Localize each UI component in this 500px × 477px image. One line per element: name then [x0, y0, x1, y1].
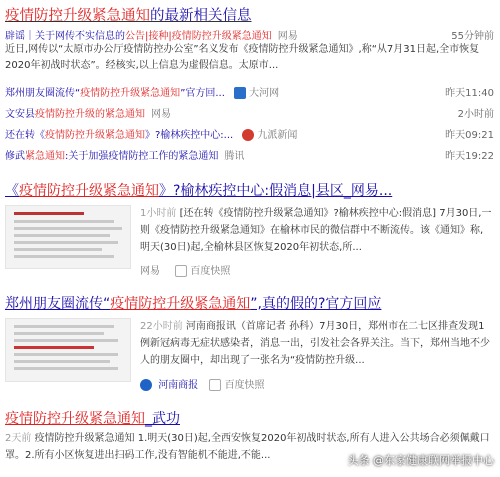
- news-title-text: 》?榆林疾控中心:...: [145, 130, 234, 141]
- news-title-highlight: 疫情防控升级紧急通知: [45, 130, 145, 141]
- result-thumbnail[interactable]: [5, 205, 131, 269]
- news-item-title[interactable]: [5, 105, 171, 120]
- news-item-title[interactable]: [5, 126, 297, 141]
- news-item-title[interactable]: [5, 27, 298, 42]
- news-source: 网易: [277, 31, 298, 42]
- snapshot-link[interactable]: 百度快照: [190, 266, 231, 277]
- result-snippet: [140, 205, 492, 257]
- news-snippet-text: 近日,网传以“太原市办公厅疫情防控办公室”名义发布《疫情防控升级紧急通知》,称“从7月31日起,全市恢复2020年初战时状态”。经核实,以上信息为虚假信息。太原市...: [5, 44, 480, 71]
- snapshot-icon: [209, 379, 221, 391]
- result-snippet: [140, 318, 492, 370]
- result-body: [还在转《疫情防控升级紧急通知》?榆林疾控中心:假消息] 7月30日,一则《疫情防控升级紧急通知》在榆林市民的微信群中不断流传。该《通知》称,明天(30日)起,全榆林县区恢复2020年初状态,所...: [140, 208, 492, 253]
- news-item[interactable]: [5, 84, 494, 100]
- news-item[interactable]: [5, 105, 494, 121]
- result-body: 河南商报讯（首席记者 孙科）7月30日，郑州市在二七区排查发现1例新冠病毒无症状感染者，消息一出，引发社会各界关注。当下，郑州当地不少人的朋友圈中，却出现了一张名为“疫情防控升级...: [140, 321, 490, 366]
- result-title-text: 《: [5, 183, 19, 199]
- news-title-text: 郑州朋友圈流传“: [5, 88, 81, 99]
- result-title-text: 》?榆林疾控中心:假消息|县区_网易...: [159, 183, 393, 199]
- news-item-title[interactable]: [5, 147, 244, 162]
- news-title-text: :关于加强疫情防控工作的紧急通知: [65, 151, 219, 162]
- result-body: 疫情防控升级紧急通知 1.明天(30日)起,全西安恢复2020年初战时状态,所有人进入公共场合必须佩戴口罩。2.所有小区恢复进出扫码工作,没有智能机不能进,不能...: [5, 433, 490, 461]
- news-title-text: ”官方回...: [180, 88, 225, 99]
- jiupai-logo-icon: [242, 129, 254, 141]
- news-title-highlight: 疫情防控升级的紧急通知: [35, 109, 145, 120]
- result-meta: [140, 376, 265, 391]
- news-time: 2小时前: [457, 109, 494, 120]
- news-title-text: 还在转《: [5, 130, 45, 141]
- dahe-logo-icon: [234, 87, 246, 99]
- news-title-highlight: 疫情防控升级紧急通知: [80, 88, 181, 99]
- result-source: 河南商报: [158, 380, 199, 391]
- news-time: 昨天11:40: [445, 88, 494, 99]
- news-title-highlight: 公告|接种|疫情防控升级紧急通知: [125, 31, 272, 42]
- result-source: 网易: [140, 266, 160, 277]
- news-box-title-rest: 的最新相关信息: [150, 8, 252, 24]
- result-title-text: _武功: [145, 411, 180, 427]
- result-title[interactable]: [5, 408, 180, 428]
- result-time: 1小时前: [140, 208, 177, 219]
- news-title-text: 修武: [5, 151, 25, 162]
- result-title-highlight: 疫情防控升级紧急通知: [19, 183, 159, 199]
- result-time: 22小时前: [140, 321, 183, 332]
- result-title-highlight: 疫情防控升级紧急通知: [5, 411, 145, 427]
- news-time: 昨天09:21: [445, 130, 494, 141]
- snapshot-link[interactable]: 百度快照: [224, 380, 265, 391]
- result-title-text: ”,真的假的?官方回应: [250, 296, 382, 312]
- result-thumbnail[interactable]: [5, 318, 131, 382]
- news-source: 九派新闻: [257, 130, 298, 141]
- news-source: 大河网: [249, 88, 280, 99]
- watermark: 头条 @东家健康联网举报中心: [347, 454, 494, 467]
- news-time: 55分钟前: [451, 31, 494, 42]
- news-item[interactable]: [5, 147, 494, 163]
- henan-shangbao-logo-icon: [140, 379, 152, 391]
- news-item-title[interactable]: [5, 84, 279, 99]
- news-box-title[interactable]: [5, 4, 252, 25]
- news-time: 昨天19:22: [445, 151, 494, 162]
- news-title-text: 文安县: [5, 109, 35, 120]
- news-item[interactable]: [5, 126, 494, 142]
- news-source: 网易: [151, 109, 171, 120]
- result-meta: [140, 262, 230, 277]
- news-title-text: 辟谣｜关于网传不实信息的: [5, 31, 125, 42]
- result-title[interactable]: [5, 293, 381, 313]
- news-title-highlight: 紧急通知: [25, 151, 65, 162]
- news-snippet: [5, 42, 490, 76]
- news-item[interactable]: [5, 27, 494, 43]
- result-title-highlight: 疫情防控升级紧急通知: [110, 296, 251, 312]
- result-title-text: 郑州朋友圈流传“: [5, 296, 111, 312]
- snapshot-icon: [175, 265, 187, 277]
- news-source: 腾讯: [224, 151, 245, 162]
- result-title[interactable]: [5, 180, 392, 200]
- result-time: 2天前: [5, 433, 32, 444]
- news-box-title-keyword: 疫情防控升级紧急通知: [5, 8, 150, 24]
